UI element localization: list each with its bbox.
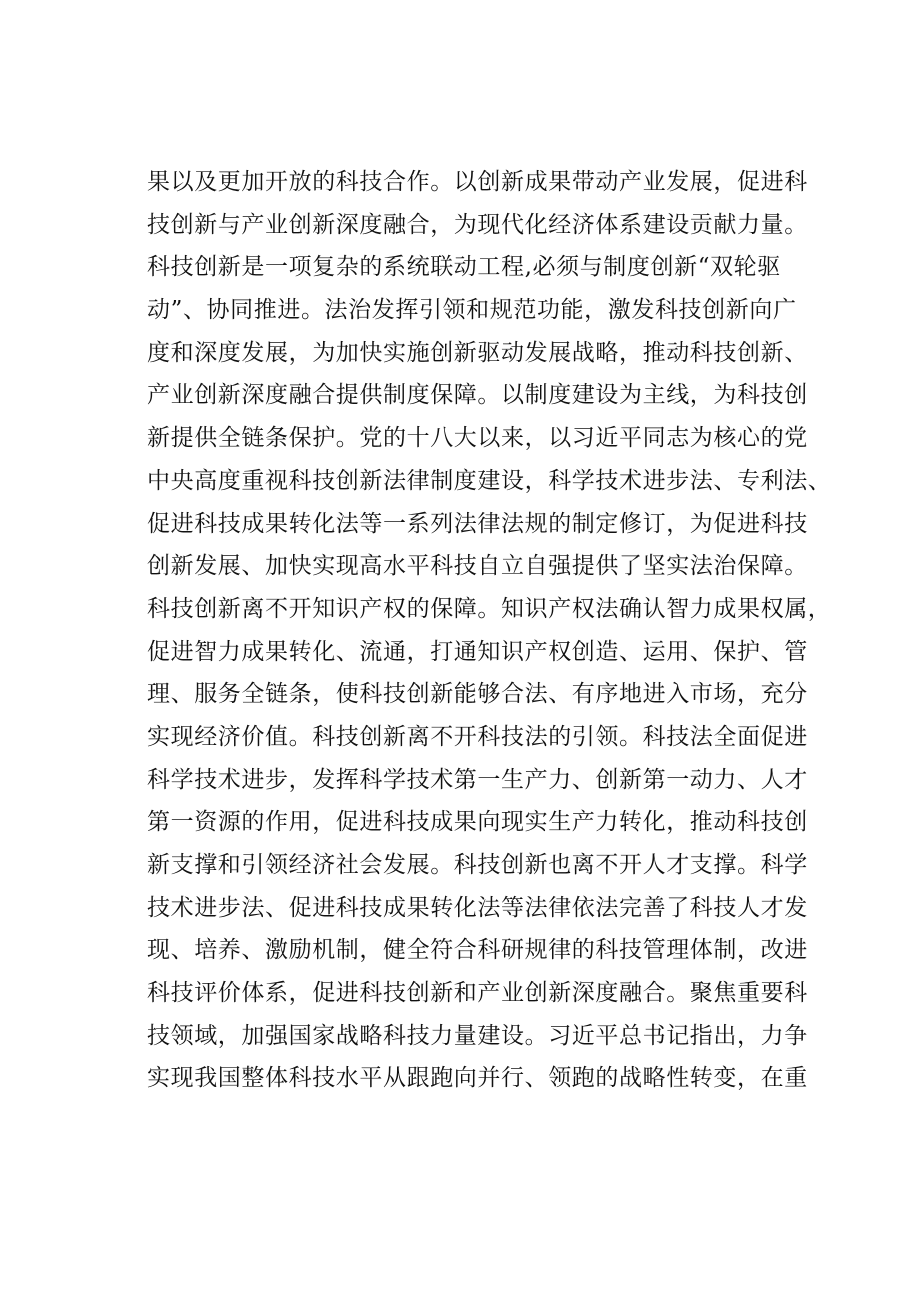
text-line: 科技创新是一项复杂的系统联动工程,必须与制度创新“双轮驱: [147, 254, 781, 281]
text-line: 科学技术进步，发挥科学技术第一生产力、创新第一动力、人才: [147, 766, 808, 793]
text-line: 创新发展、加快实现高水平科技自立自强提供了坚实法治保障。: [147, 553, 808, 580]
body-text: [147, 161, 832, 1100]
text-line: 第一资源的作用，促进科技成果向现实生产力转化，推动科技创: [147, 809, 808, 836]
text-line: 技术进步法、促进科技成果转化法等法律依法完善了科技人才发: [147, 894, 808, 921]
text-line: 技领域，加强国家战略科技力量建设。习近平总书记指出，力争: [147, 1022, 808, 1049]
text-line: 度和深度发展，为加快实施创新驱动发展战略，推动科技创新、: [147, 339, 808, 366]
text-line: 动”、协同推进。法治发挥引领和规范功能，激发科技创新向广: [147, 297, 797, 324]
text-line: 科技创新离不开知识产权的保障。知识产权法确认智力成果权属，: [147, 595, 832, 622]
text-line: 实现我国整体科技水平从跟跑向并行、领跑的战略性转变，在重: [147, 1065, 808, 1092]
text-line: 产业创新深度融合提供制度保障。以制度建设为主线，为科技创: [147, 382, 808, 409]
text-line: 促进智力成果转化、流通，打通知识产权创造、运用、保护、管: [147, 638, 808, 665]
text-line: 现、培养、激励机制，健全符合科研规律的科技管理体制，改进: [147, 937, 808, 964]
text-line: 技创新与产业创新深度融合，为现代化经济体系建设贡献力量。: [147, 211, 808, 238]
text-line: 促进科技成果转化法等一系列法律法规的制定修订，为促进科技: [147, 510, 808, 537]
text-line: 果以及更加开放的科技合作。以创新成果带动产业发展，促进科: [147, 169, 808, 195]
text-line: 新提供全链条保护。党的十八大以来，以习近平同志为核心的党: [147, 425, 808, 452]
text-line: 实现经济价值。科技创新离不开科技法的引领。科技法全面促进: [147, 723, 808, 750]
text-line: 新支撑和引领经济社会发展。科技创新也离不开人才支撑。科学: [147, 852, 808, 878]
text-line: 理、服务全链条，使科技创新能够合法、有序地进入市场，充分: [147, 681, 808, 708]
text-line: 中央高度重视科技创新法律制度建设，科学技术进步法、专利法、: [147, 467, 832, 494]
text-line: 科技评价体系，促进科技创新和产业创新深度融合。聚焦重要科: [147, 980, 808, 1007]
